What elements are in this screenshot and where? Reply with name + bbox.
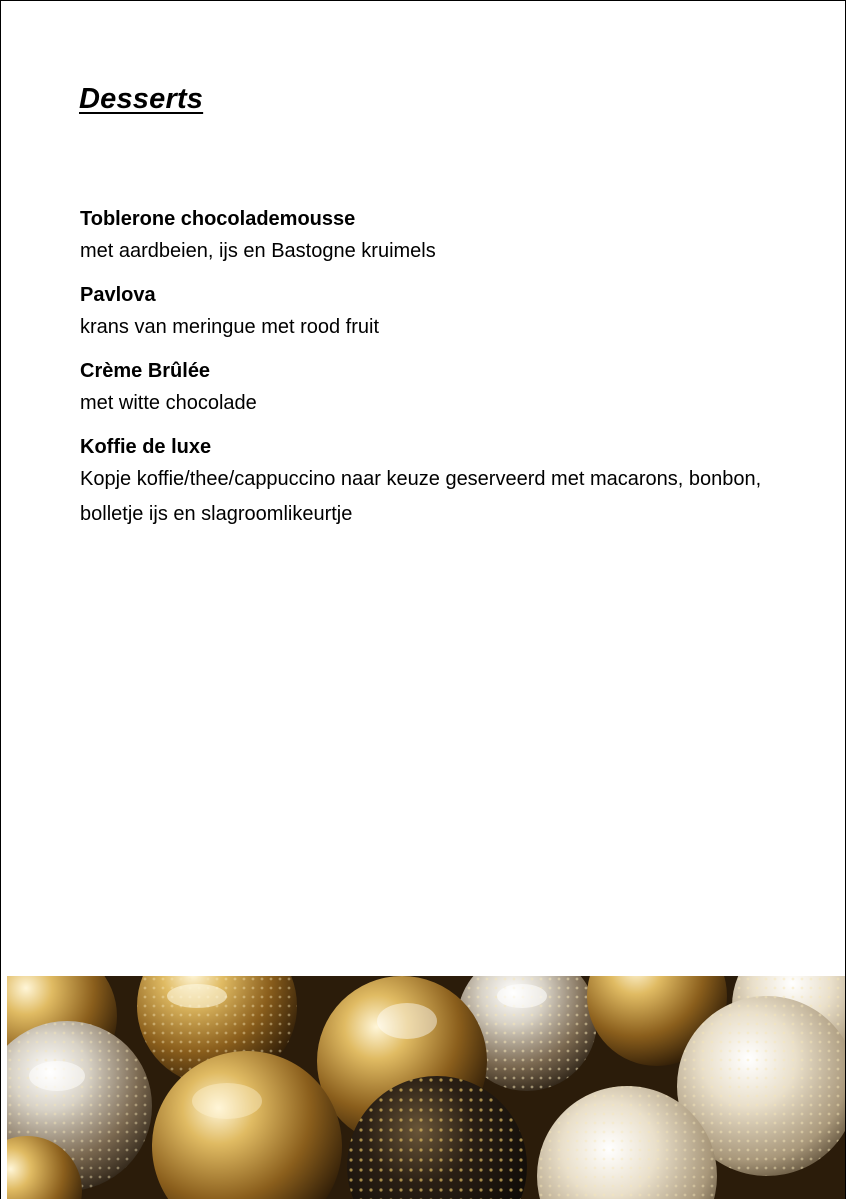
dessert-description: met aardbeien, ijs en Bastogne kruimels <box>80 240 436 262</box>
dessert-list <box>80 204 780 543</box>
dessert-name: Crème Brûlée <box>80 360 211 382</box>
list-item <box>80 280 780 345</box>
list-item <box>80 356 780 421</box>
list-item <box>80 432 780 532</box>
dessert-description: met witte chocolade <box>80 392 257 414</box>
dessert-description: krans van meringue met rood fruit <box>80 316 380 338</box>
list-item <box>80 204 780 269</box>
dessert-description: Kopje koffie/thee/cappuccino naar keuze geserveerd met macarons, bonbon, bolletje ijs en slagroomlikeurtje <box>80 468 762 525</box>
christmas-ornaments-photo <box>7 976 846 1199</box>
dessert-name: Pavlova <box>80 284 156 306</box>
page-title: Desserts <box>79 83 204 115</box>
dessert-name: Toblerone chocolademousse <box>80 208 356 230</box>
dessert-name: Koffie de luxe <box>80 436 212 458</box>
